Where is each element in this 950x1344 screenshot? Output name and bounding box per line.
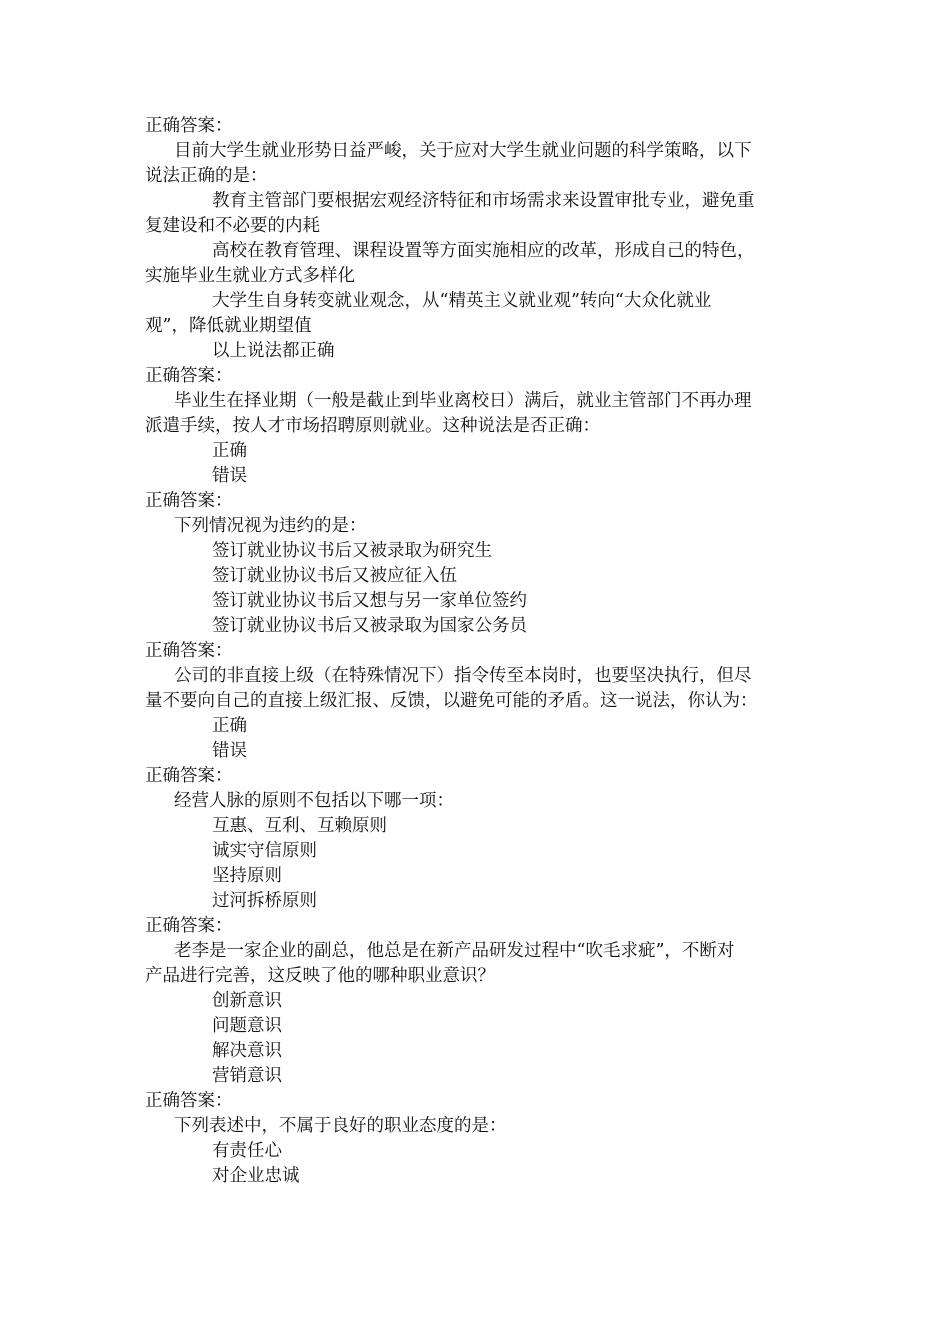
answer-label: 正确答案： [145,366,233,386]
option-text: 高校在教育管理、课程设置等方面实施相应的改革，形成自己的特色， [212,241,755,261]
question-text: 毕业生在择业期（一般是截止到毕业离校日）满后，就业主管部门不再办理 [174,391,752,411]
answer-label: 正确答案： [145,641,233,661]
option-text: 坚持原则 [212,866,282,886]
option-text: 正确 [212,716,247,736]
option-text: 大学生自身转变就业观念，从“精英主义就业观”转向“大众化就业 [212,291,712,311]
option-text: 复建设和不必要的内耗 [145,216,320,236]
option-text: 过河拆桥原则 [212,891,317,911]
option-text: 互惠、互利、互赖原则 [212,816,387,836]
question-text: 量不要向自己的直接上级汇报、反馈，以避免可能的矛盾。这一说法，你认为： [145,691,758,711]
question-text: 产品进行完善，这反映了他的哪种职业意识？ [145,966,495,986]
option-text: 签订就业协议书后又被录取为研究生 [212,541,492,561]
answer-label: 正确答案： [145,116,233,136]
option-text: 解决意识 [212,1041,282,1061]
question-text: 派遣手续，按人才市场招聘原则就业。这种说法是否正确： [145,416,600,436]
option-text: 错误 [212,466,247,486]
question-text: 下列情况视为违约的是： [174,516,367,536]
option-text: 诚实守信原则 [212,841,317,861]
option-text: 创新意识 [212,991,282,1011]
option-text: 以上说法都正确 [212,341,335,361]
option-text: 错误 [212,741,247,761]
question-text: 经营人脉的原则不包括以下哪一项： [174,791,454,811]
option-text: 实施毕业生就业方式多样化 [145,266,355,286]
option-text: 对企业忠诚 [212,1166,300,1186]
option-text: 问题意识 [212,1016,282,1036]
option-text: 观”，降低就业期望值 [145,316,312,336]
question-text: 下列表述中，不属于良好的职业态度的是： [174,1116,507,1136]
option-text: 教育主管部门要根据宏观经济特征和市场需求来设置审批专业，避免重 [212,191,755,211]
answer-label: 正确答案： [145,491,233,511]
answer-label: 正确答案： [145,766,233,786]
option-text: 营销意识 [212,1066,282,1086]
answer-label: 正确答案： [145,916,233,936]
quiz-content [145,114,810,1189]
question-text: 公司的非直接上级（在特殊情况下）指令传至本岗时，也要坚决执行，但尽 [174,666,752,686]
question-text: 老李是一家企业的副总，他总是在新产品研发过程中“吹毛求疵”，不断对 [174,941,735,961]
question-text: 说法正确的是： [145,166,268,186]
option-text: 签订就业协议书后又想与另一家单位签约 [212,591,527,611]
question-text: 目前大学生就业形势日益严峻，关于应对大学生就业问题的科学策略，以下 [174,141,752,161]
option-text: 签订就业协议书后又被应征入伍 [212,566,457,586]
option-text: 有责任心 [212,1141,282,1161]
option-text: 签订就业协议书后又被录取为国家公务员 [212,616,527,636]
option-text: 正确 [212,441,247,461]
answer-label: 正确答案： [145,1091,233,1111]
